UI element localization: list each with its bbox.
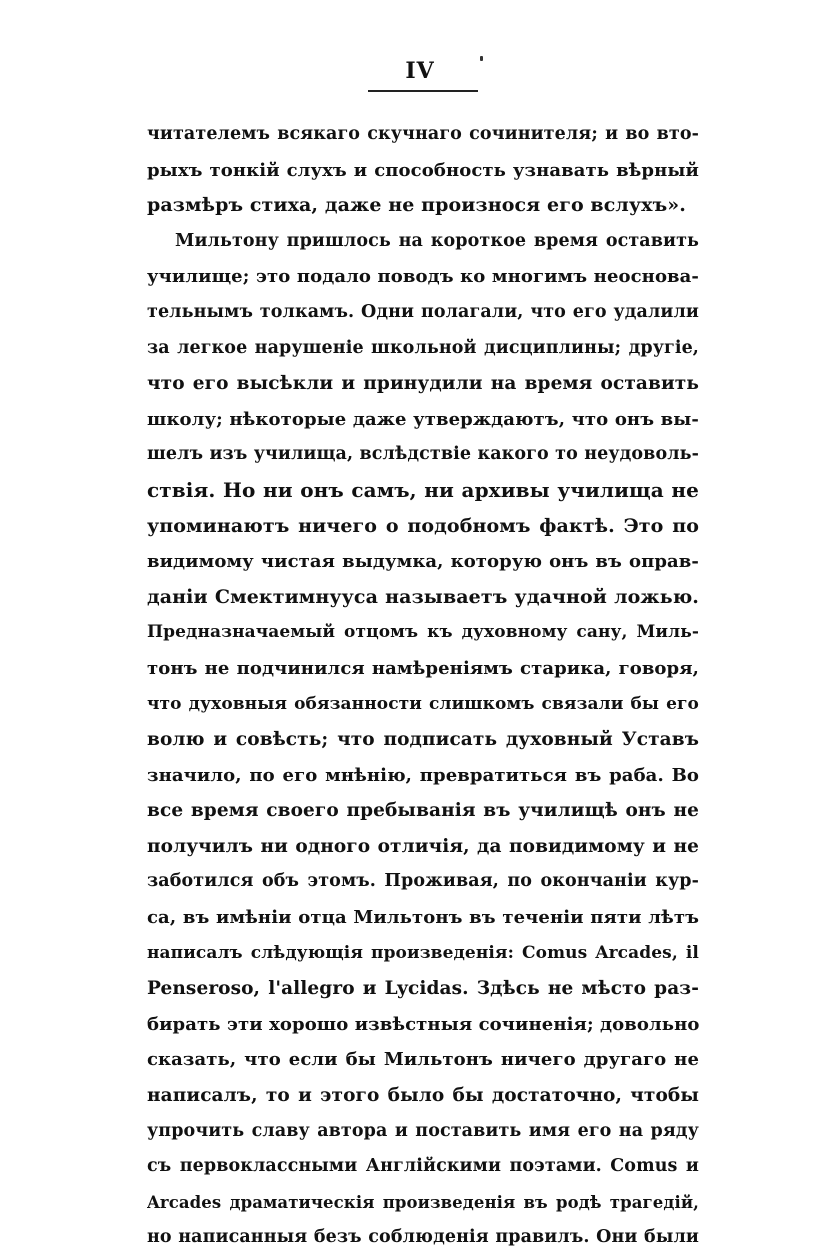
page-number: IV bbox=[405, 58, 435, 84]
text-line: училище; это подало поводъ ко многимъ неоснова- bbox=[147, 266, 699, 288]
text-line: но написанныя безъ соблюденія правилъ. Они были bbox=[147, 1227, 699, 1248]
text-line: са, въ имѣніи отца Мильтонъ въ теченіи пяти лѣтъ bbox=[147, 907, 699, 929]
text-line: даніи Смектимнууса называетъ удачной ложью. bbox=[147, 585, 699, 608]
text-line: что его высѣкли и принудили на время оставить bbox=[147, 373, 699, 395]
text-line: читателемъ всякаго скучнаго сочинителя; и во вто- bbox=[147, 124, 699, 144]
paragraph-first-line: Мильтону пришлось на короткое время оставить bbox=[175, 230, 699, 251]
text-line: упоминаютъ ничего о подобномъ фактѣ. Это по bbox=[147, 514, 699, 537]
text-line: за легкое нарушеніе школьной дисциплины; другіе, bbox=[147, 337, 699, 358]
text-line: съ первоклассными Англійскими поэтами. Comus и bbox=[147, 1156, 699, 1177]
text-line: тонъ не подчинился намѣреніямъ старика, говоря, bbox=[147, 657, 699, 679]
text-line: бирать эти хорошо извѣстныя сочиненія; довольно bbox=[147, 1013, 699, 1035]
text-line: сказать, что если бы Мильтонъ ничего другаго не bbox=[147, 1049, 699, 1071]
body-text bbox=[147, 117, 699, 1256]
text-line: упрочить славу автора и поставить имя его на ряду bbox=[147, 1120, 699, 1141]
text-line: волю и совѣсть; что подписать духовный Уставъ bbox=[147, 729, 699, 751]
text-line: Предназначаемый отцомъ къ духовному сану, Миль- bbox=[147, 622, 699, 643]
ink-speck bbox=[480, 56, 483, 61]
text-line: написалъ слѣдующія произведенія: Comus Arcades, il bbox=[147, 942, 699, 963]
text-line: заботился объ этомъ. Проживая, по окончаніи кур- bbox=[147, 871, 699, 892]
text-line: шелъ изъ училища, вслѣдствіе какого то неудоволь- bbox=[147, 444, 699, 465]
text-line: ствія. Но ни онъ самъ, ни архивы училища не bbox=[147, 477, 699, 502]
text-line: размѣръ стиха, даже не произнося его вслухъ». bbox=[147, 194, 686, 217]
text-line: все время своего пребыванія въ училищѣ онъ не bbox=[147, 800, 699, 822]
text-line: школу; нѣкоторые даже утверждаютъ, что онъ вы- bbox=[147, 408, 699, 430]
text-line: Arcades драматическія произведенія въ родѣ трагедій, bbox=[147, 1192, 699, 1212]
text-line: значило, по его мнѣнію, превратиться въ раба. Во bbox=[147, 764, 699, 786]
text-line: тельнымъ толкамъ. Одни полагали, что его удалили bbox=[147, 301, 699, 322]
header-rule bbox=[368, 90, 478, 92]
text-line: что духовныя обязанности слишкомъ связали бы его bbox=[147, 693, 699, 714]
text-line: рыхъ тонкій слухъ и способность узнавать вѣрный bbox=[147, 159, 699, 181]
page-header bbox=[0, 52, 840, 100]
text-line: видимому чистая выдумка, которую онъ въ оправ- bbox=[147, 551, 699, 573]
text-line: получилъ ни одного отличія, да повидимому и не bbox=[147, 835, 699, 857]
text-line: написалъ, то и этого было бы достаточно, чтобы bbox=[147, 1085, 699, 1107]
text-line: Penseroso, l'allegro и Lycidas. Здѣсь не мѣсто раз- bbox=[147, 978, 699, 1000]
